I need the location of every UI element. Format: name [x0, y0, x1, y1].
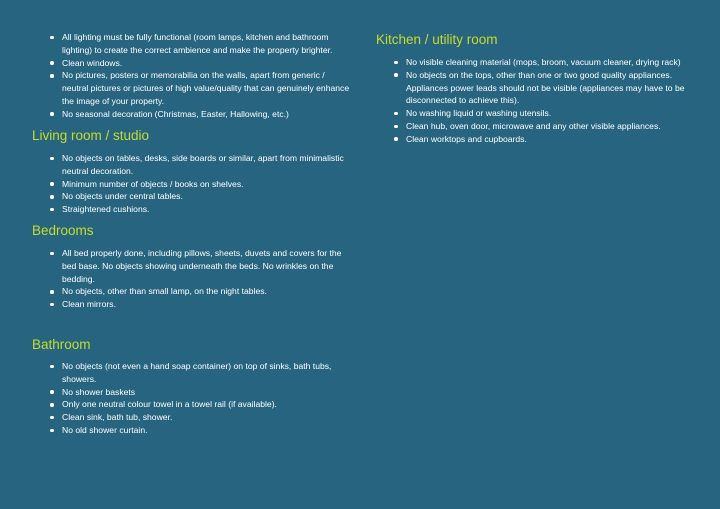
- kitchen-heading: Kitchen / utility room: [376, 32, 498, 47]
- list-item: All bed properly done, including pillows, sheets, duvets and covers for the bed base. No objects showing underneath the beds. No wrinkles on the bedding.: [62, 247, 352, 285]
- bathroom-checklist: [62, 360, 352, 437]
- list-item: Clean mirrors.: [62, 298, 352, 311]
- list-item: No objects, other than small lamp, on the night tables.: [62, 285, 352, 298]
- list-item: No objects under central tables.: [62, 190, 352, 203]
- list-item: All lighting must be fully functional (room lamps, kitchen and bathroom lighting) to create the correct ambience and make the property brighter.: [62, 31, 352, 57]
- bedrooms-heading: Bedrooms: [32, 223, 94, 238]
- list-item: Straightened cushions.: [62, 203, 352, 216]
- list-item: No shower baskets: [62, 386, 352, 399]
- list-item: Clean sink, bath tub, shower.: [62, 411, 352, 424]
- general-checklist: [62, 31, 352, 121]
- list-item: No washing liquid or washing utensils.: [406, 107, 702, 120]
- list-item: Only one neutral colour towel in a towel rail (if available).: [62, 398, 352, 411]
- list-item: No visible cleaning material (mops, broom, vacuum cleaner, drying rack): [406, 56, 702, 69]
- list-item: Clean worktops and cupboards.: [406, 133, 702, 146]
- list-item: Minimum number of objects / books on shelves.: [62, 178, 352, 191]
- list-item: No objects on the tops, other than one or two good quality appliances. Appliances power leads should not be visible (appliances may have to be disconnected to achieve this).: [406, 69, 702, 107]
- living-room-checklist: [62, 152, 352, 216]
- list-item: Clean windows.: [62, 57, 352, 70]
- list-item: No objects on tables, desks, side boards or similar, apart from minimalistic neutral decoration.: [62, 152, 352, 178]
- list-item: No pictures, posters or memorabilia on the walls, apart from generic / neutral pictures or pictures of high value/quality that can genuinely enhance the image of your property.: [62, 69, 352, 107]
- kitchen-checklist: [406, 56, 702, 146]
- list-item: No old shower curtain.: [62, 424, 352, 437]
- bedrooms-checklist: [62, 247, 352, 311]
- living-room-heading: Living room / studio: [32, 128, 150, 143]
- list-item: No seasonal decoration (Christmas, Easter, Hallowing, etc.): [62, 108, 352, 121]
- list-item: Clean hub, oven door, microwave and any other visible appliances.: [406, 120, 702, 133]
- bathroom-heading: Bathroom: [32, 337, 91, 352]
- list-item: No objects (not even a hand soap container) on top of sinks, bath tubs, showers.: [62, 360, 352, 386]
